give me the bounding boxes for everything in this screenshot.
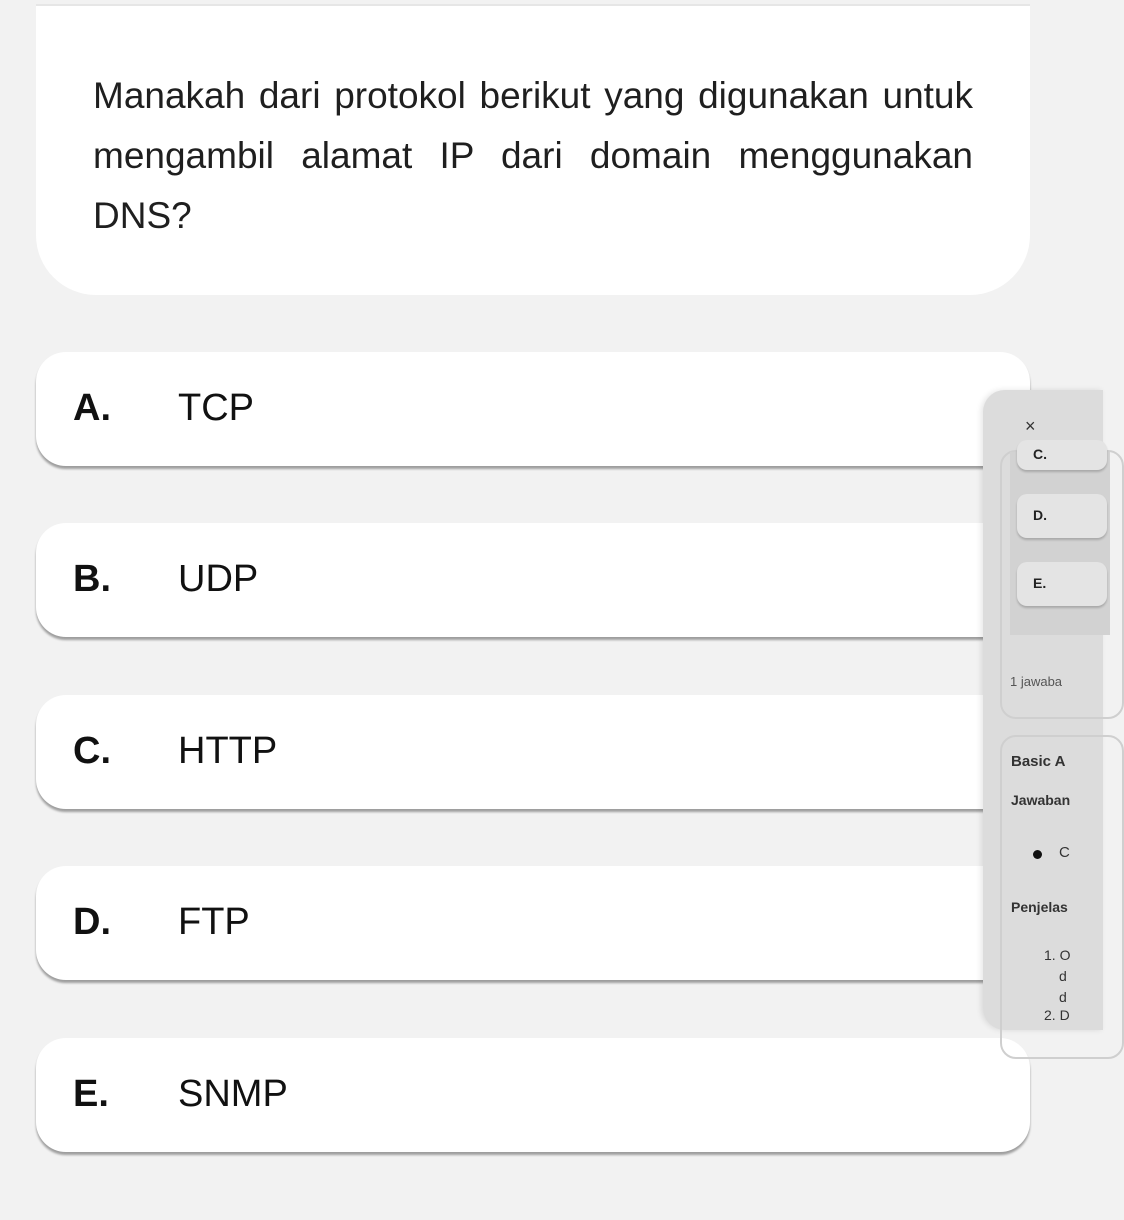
answer-overlay-panel: [983, 390, 1103, 1030]
mini-option-d: [1017, 494, 1107, 538]
option-a[interactable]: [36, 352, 1030, 466]
question-card: [36, 6, 1030, 295]
preview-options-area: [1010, 452, 1110, 635]
option-letter: E.: [73, 1073, 109, 1115]
option-b[interactable]: [36, 523, 1030, 637]
option-letter: C.: [73, 730, 111, 772]
answer-label: Jawaban: [1011, 792, 1071, 808]
mini-option-label: C.: [1033, 446, 1047, 462]
option-e[interactable]: [36, 1038, 1030, 1152]
option-letter: A.: [73, 387, 111, 429]
close-icon[interactable]: ×: [1025, 416, 1036, 436]
mini-option-label: D.: [1033, 507, 1047, 523]
option-text: FTP: [178, 901, 250, 943]
option-text: HTTP: [178, 730, 278, 772]
answer-title: Basic A: [1011, 753, 1066, 770]
explanation-line: 2. D: [1044, 1007, 1070, 1023]
explanation-line: d: [1059, 968, 1067, 984]
bullet-icon: [1033, 850, 1042, 859]
option-text: SNMP: [178, 1073, 288, 1115]
answer-value: C: [1059, 844, 1070, 861]
option-d[interactable]: [36, 866, 1030, 980]
option-letter: D.: [73, 901, 111, 943]
option-text: UDP: [178, 558, 259, 600]
mini-option-label: E.: [1033, 575, 1047, 591]
explanation-line: d: [1059, 989, 1067, 1005]
explanation-label: Penjelas: [1011, 899, 1068, 915]
explanation-line: 1. O: [1044, 947, 1071, 963]
question-text: Manakah dari protokol berikut yang digunakan untuk mengambil alamat IP dari domain menggunakan DNS?: [93, 75, 973, 236]
answer-count: 1 jawaba: [1010, 674, 1063, 689]
option-text: TCP: [178, 387, 254, 429]
option-letter: B.: [73, 558, 111, 600]
mini-option-e: [1017, 562, 1107, 606]
mini-option-c: [1017, 440, 1107, 470]
option-c[interactable]: [36, 695, 1030, 809]
